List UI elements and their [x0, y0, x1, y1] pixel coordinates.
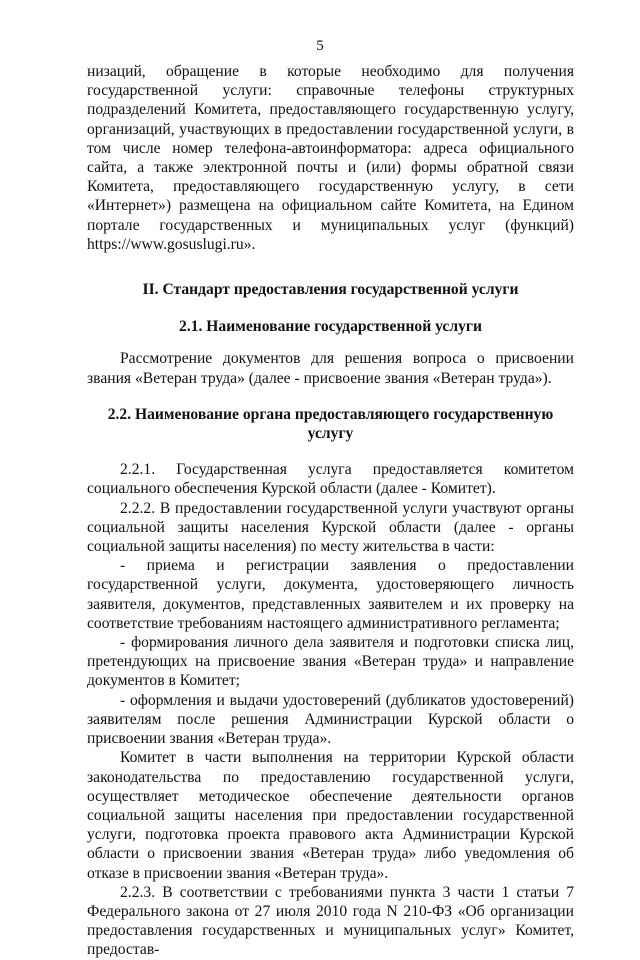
subsection-2-1-title: 2.1. Наименование государственной услуги: [179, 318, 482, 336]
subsection-2-2-title-line1: 2.2. Наименование органа предоставляющего государственную: [107, 405, 554, 423]
paragraph-2-2-1: 2.2.1. Государственная услуга предоставляется комитетом социального обеспечения Курской области (далее - Комитет).: [87, 461, 574, 498]
subsection-2-1-text: Рассмотрение документов для решения вопроса о присвоении звания «Ветеран труда» (далее - присвоение звания «Ветеран труда»).: [87, 350, 574, 387]
list-item-reception: - приема и регистрации заявления о предоставлении государственной услуги, документа, удостоверяющего личность заявителя, документов, представленных заявителем и их проверку на соответствие требованиям настоящего административного регламента;: [87, 557, 574, 632]
list-item-certificates: - оформления и выдачи удостоверений (дубликатов удостоверений) заявителям после решения Администрации Курской области о присвоении звания «Ветеран труда».: [87, 691, 574, 748]
intro-paragraph: низаций, обращение в которые необходимо для получения государственной услуги: справочные телефоны структурных подразделений Комитета, предоставляющего государственную услугу, организаций, участвующих в предоставлении государственной услуги, в том числе номер телефона-автоинформатора: адреса официального сайта, а также электронной почты и (или) формы обратной связи Комитета, предоставляющего государственную услугу, в сети «Интернет») размещена на официальном сайте Комитета, на Едином портале государственных и муниципальных услуг (функций) https://www.gosuslugi.ru».: [87, 63, 574, 253]
document-body: [87, 62, 574, 960]
subsection-2-2-title: [87, 405, 574, 443]
paragraph-2-2-2: 2.2.2. В предоставлении государственной услуги участвуют органы социальной защиты населения Курской области (далее - органы социальной защиты населения) по месту жительства в части:: [87, 499, 574, 556]
subsection-2-2-title-line2: услугу: [307, 425, 354, 443]
list-item-personal-file: - формирования личного дела заявителя и подготовки списка лиц, претендующих на присвоение звания «Ветеран труда» и направление документов в Комитет;: [87, 634, 574, 690]
paragraph-2-2-3: 2.2.3. В соответствии с требованиями пункта 3 части 1 статьи 7 Федерального закона от 27 июля 2010 года N 210-ФЗ «Об организации предоставления государственных и муниципальных услуг» Комитет, предостав-: [87, 883, 574, 959]
paragraph-committee: Комитет в части выполнения на территории Курской области законодательства по предоставлению государственной услуги, осуществляет методическое обеспечение деятельности органов социальной защиты населения при предоставлении государственной услуги, подготовка проекта правового акта Администрации Курской области о присвоении звания «Ветеран труда» либо уведомления об отказе в присвоении звания «Ветеран труда».: [87, 749, 574, 882]
page-number: 5: [316, 38, 324, 54]
section-title: II. Стандарт предоставления государственной услуги: [142, 281, 519, 299]
